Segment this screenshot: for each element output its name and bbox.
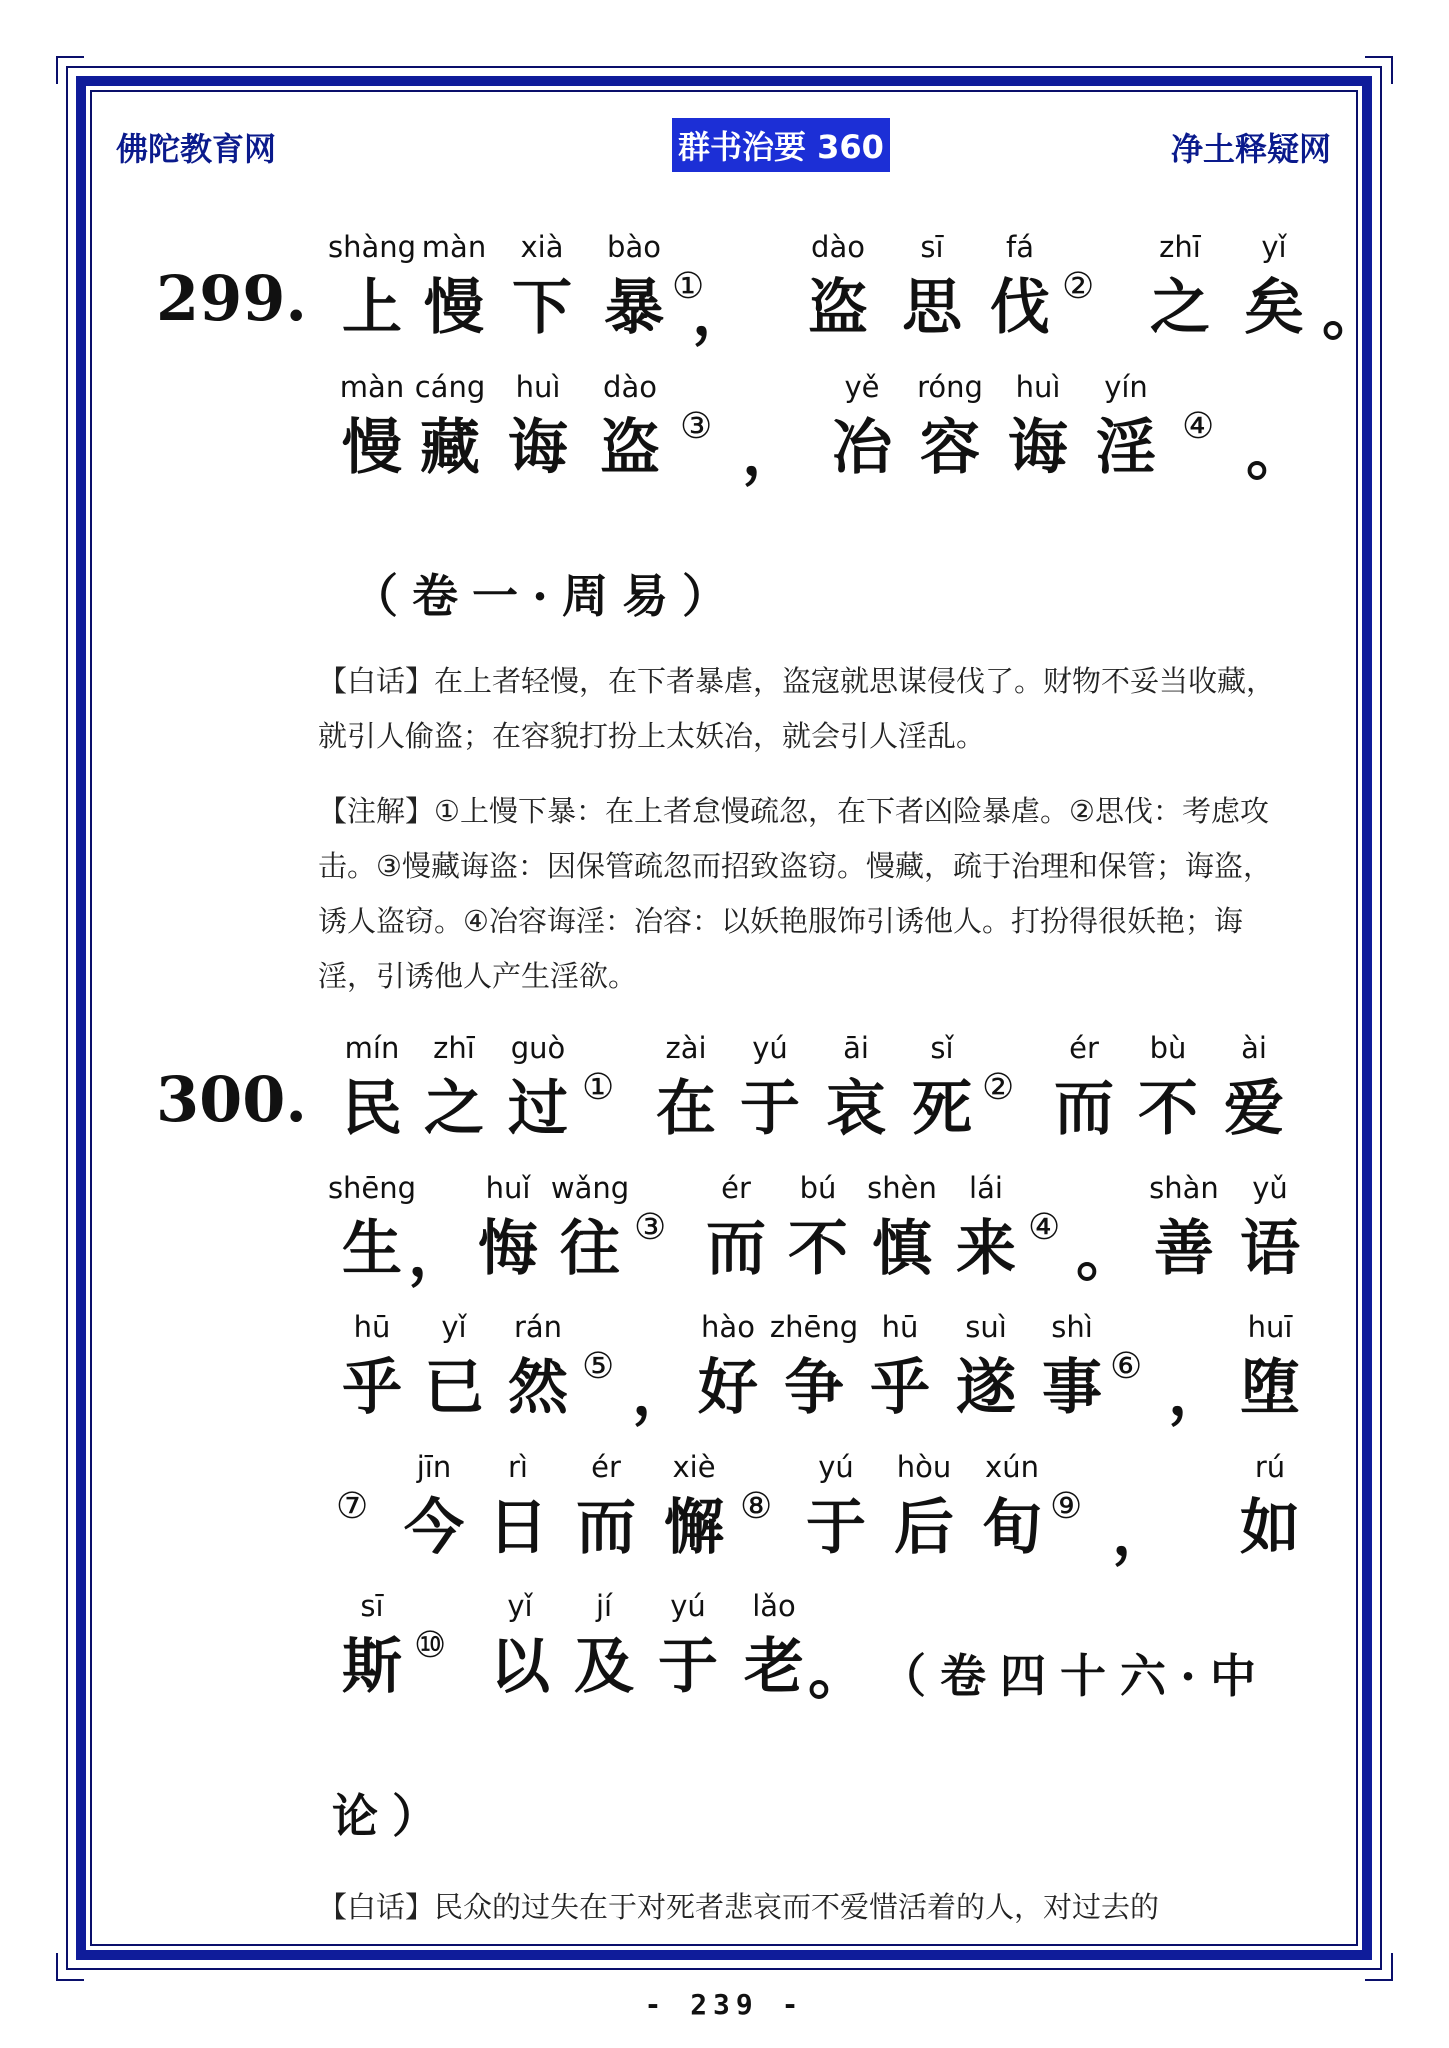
- pinyin: āi: [843, 1031, 869, 1065]
- hanzi: 悔: [478, 1214, 538, 1284]
- hanzi: 而: [1054, 1074, 1114, 1144]
- pinyin: ài: [1241, 1031, 1267, 1065]
- pinyin: fá: [1006, 230, 1034, 264]
- footnote-marker: ⑧: [740, 1486, 773, 1527]
- hanzi: 慢: [424, 273, 484, 343]
- hanzi: 然: [508, 1353, 568, 1423]
- pinyin: huǐ: [485, 1171, 531, 1205]
- pinyin: yǐ: [441, 1310, 467, 1344]
- pinyin: bú: [799, 1171, 837, 1205]
- header-site-left: 佛陀教育网: [116, 130, 277, 168]
- frame-corner-top-right: [1365, 56, 1393, 84]
- hanzi: 而: [706, 1214, 766, 1284]
- hanzi: 在: [656, 1074, 716, 1144]
- pinyin: màn: [339, 370, 405, 404]
- hanzi: 冶: [832, 413, 892, 483]
- footnote-marker: ②: [982, 1067, 1015, 1108]
- hanzi: 而: [576, 1493, 636, 1563]
- pinyin: huī: [1247, 1310, 1293, 1344]
- pinyin: suì: [965, 1310, 1007, 1344]
- hanzi: 思: [902, 273, 962, 343]
- pinyin: bào: [607, 230, 661, 264]
- hanzi: 今: [404, 1493, 464, 1563]
- hanzi: 旬: [982, 1493, 1042, 1563]
- hanzi: 藏: [420, 413, 480, 483]
- entry-300-number: 300.: [156, 1063, 308, 1136]
- pinyin: lái: [969, 1171, 1003, 1205]
- hanzi: 懈: [664, 1493, 724, 1563]
- pinyin: hào: [701, 1310, 755, 1344]
- hanzi: 事: [1042, 1353, 1102, 1423]
- entry-300-source-part-1: （卷四十六·中: [880, 1649, 1271, 1703]
- pinyin: shì: [1051, 1310, 1093, 1344]
- pinyin: zhēng: [769, 1310, 859, 1344]
- hanzi: 之: [1150, 273, 1210, 343]
- hanzi: 来: [956, 1214, 1016, 1284]
- pinyin: sī: [920, 230, 944, 264]
- hanzi: 好: [698, 1353, 758, 1423]
- hanzi: 善: [1154, 1214, 1214, 1284]
- hanzi: 爱: [1224, 1074, 1284, 1144]
- entry-299-vernacular: 【白话】在上者轻慢，在下者暴虐，盗寇就思谋侵伐了。财物不妥当收藏，就引人偷盗；在容貌打扮上太妖冶，就会引人淫乱。: [318, 664, 1276, 753]
- pinyin: xià: [520, 230, 564, 264]
- pinyin: huì: [515, 370, 561, 404]
- hanzi: 之: [424, 1074, 484, 1144]
- footnote-marker: ⑤: [582, 1346, 615, 1387]
- pinyin: róng: [917, 370, 983, 404]
- punctuation: 。: [1246, 419, 1306, 489]
- pinyin: shèn: [867, 1171, 937, 1205]
- hanzi: 乎: [342, 1353, 402, 1423]
- hanzi: 乎: [870, 1353, 930, 1423]
- hanzi: 老: [744, 1632, 804, 1702]
- hanzi: 日: [488, 1493, 548, 1563]
- hanzi: 后: [894, 1493, 954, 1563]
- page-number: - 239 -: [644, 1988, 805, 2021]
- footnote-marker: ⑩: [414, 1625, 447, 1666]
- pinyin: rán: [513, 1310, 563, 1344]
- hanzi: 已: [424, 1353, 484, 1423]
- frame-corner-bottom-right: [1365, 1953, 1393, 1981]
- hanzi: 于: [658, 1632, 718, 1702]
- entry-299-source: （卷一·周易）: [352, 569, 743, 623]
- footnote-marker: ⑥: [1110, 1346, 1143, 1387]
- frame-corner-top-left: [56, 56, 84, 84]
- pinyin: guò: [510, 1031, 566, 1065]
- footnote-marker: ③: [634, 1207, 667, 1248]
- pinyin: mín: [344, 1031, 400, 1065]
- pinyin: yǔ: [1252, 1171, 1288, 1205]
- frame-corner-bottom-left: [56, 1953, 84, 1981]
- pinyin: ér: [591, 1450, 621, 1484]
- hanzi: 慎: [872, 1214, 932, 1284]
- entry-300-vernacular: 【白话】民众的过失在于对死者悲哀而不爱惜活着的人，对过去的: [318, 1890, 1160, 1924]
- pinyin: yú: [818, 1450, 854, 1484]
- hanzi: 不: [1138, 1074, 1198, 1144]
- pinyin: hòu: [896, 1450, 952, 1484]
- entry-299-number: 299.: [156, 262, 308, 335]
- hanzi: 过: [508, 1074, 568, 1144]
- hanzi: 堕: [1240, 1353, 1300, 1423]
- pinyin: dào: [811, 230, 865, 264]
- punctuation: 。: [1322, 279, 1382, 349]
- pinyin: yú: [752, 1031, 788, 1065]
- hanzi: 诲: [1008, 413, 1068, 483]
- entry-299-annotation: 【注解】①上慢下暴：在上者怠慢疏忽，在下者凶险暴虐。②思伐：考虑攻击。③慢藏诲盗：因保管疏忽而招致盗窃。慢藏，疏于治理和保管；诲盗，诱人盗窃。④冶容诲淫：冶容：以妖艳服饰引诱他人。打扮得很妖艳；诲淫，引诱他人产生淫欲。: [318, 794, 1272, 993]
- pinyin: sǐ: [930, 1031, 954, 1065]
- pinyin: bù: [1149, 1031, 1187, 1065]
- footnote-marker: ①: [582, 1067, 615, 1108]
- punctuation: ，: [632, 1359, 692, 1429]
- hanzi: 以: [490, 1632, 550, 1702]
- pinyin: yě: [844, 370, 880, 404]
- pinyin: yín: [1104, 370, 1148, 404]
- pinyin: xiè: [672, 1450, 716, 1484]
- hanzi: 矣: [1244, 273, 1304, 343]
- entry-300-source-part-2: 论）: [332, 1789, 452, 1843]
- footnote-marker: ④: [1028, 1207, 1061, 1248]
- footnote-marker: ⑦: [336, 1486, 369, 1527]
- hanzi: 斯: [342, 1632, 402, 1702]
- punctuation: ，: [742, 419, 802, 489]
- pinyin: wǎng: [550, 1171, 630, 1205]
- hanzi: 淫: [1096, 413, 1156, 483]
- pinyin: huì: [1015, 370, 1061, 404]
- pinyin: lǎo: [752, 1589, 796, 1623]
- pinyin: ér: [1069, 1031, 1099, 1065]
- punctuation: ，: [692, 279, 752, 349]
- hanzi: 语: [1240, 1214, 1300, 1284]
- header-book-title: 群书治要 360: [672, 118, 890, 172]
- pinyin: rú: [1254, 1450, 1286, 1484]
- pinyin: rì: [508, 1450, 528, 1484]
- header-site-right: 净土释疑网: [1170, 130, 1331, 168]
- pinyin: jí: [595, 1589, 613, 1623]
- hanzi: 盗: [808, 273, 868, 343]
- hanzi: 不: [788, 1214, 848, 1284]
- pinyin: yú: [670, 1589, 706, 1623]
- hanzi: 遂: [956, 1353, 1016, 1423]
- pinyin: jīn: [416, 1450, 452, 1484]
- pinyin: yǐ: [507, 1589, 533, 1623]
- pinyin: yǐ: [1261, 230, 1287, 264]
- footnote-marker: ⑨: [1050, 1486, 1083, 1527]
- pinyin: màn: [421, 230, 487, 264]
- hanzi: 上: [342, 273, 402, 343]
- hanzi: 慢: [342, 413, 402, 483]
- pinyin: zhī: [1159, 230, 1201, 264]
- pinyin: zài: [665, 1031, 707, 1065]
- punctuation: 。: [1076, 1220, 1136, 1290]
- pinyin: sī: [360, 1589, 384, 1623]
- punctuation: ，: [408, 1220, 468, 1290]
- pinyin: shēng: [327, 1171, 417, 1205]
- hanzi: 暴: [604, 273, 664, 343]
- footnote-marker: ③: [680, 406, 713, 447]
- pinyin: cáng: [414, 370, 486, 404]
- hanzi: 争: [784, 1353, 844, 1423]
- hanzi: 往: [560, 1214, 620, 1284]
- hanzi: 生: [342, 1214, 402, 1284]
- pinyin: shàng: [327, 230, 417, 264]
- hanzi: 及: [574, 1632, 634, 1702]
- pinyin: hū: [353, 1310, 391, 1344]
- punctuation: ，: [1112, 1499, 1172, 1569]
- hanzi: 哀: [826, 1074, 886, 1144]
- pinyin: xún: [985, 1450, 1039, 1484]
- footnote-marker: ①: [672, 266, 705, 307]
- pinyin: shàn: [1149, 1171, 1219, 1205]
- hanzi: 于: [740, 1074, 800, 1144]
- hanzi: 民: [342, 1074, 402, 1144]
- hanzi: 盗: [600, 413, 660, 483]
- hanzi: 死: [912, 1074, 972, 1144]
- hanzi: 容: [920, 413, 980, 483]
- footnote-marker: ②: [1062, 266, 1095, 307]
- hanzi: 如: [1240, 1493, 1300, 1563]
- hanzi: 下: [512, 273, 572, 343]
- punctuation: 。: [808, 1638, 868, 1708]
- hanzi: 伐: [990, 273, 1050, 343]
- pinyin: zhī: [433, 1031, 475, 1065]
- hanzi: 诲: [508, 413, 568, 483]
- pinyin: dào: [603, 370, 657, 404]
- footnote-marker: ④: [1182, 406, 1215, 447]
- pinyin: ér: [721, 1171, 751, 1205]
- punctuation: ，: [1168, 1359, 1228, 1429]
- hanzi: 于: [806, 1493, 866, 1563]
- pinyin: hū: [881, 1310, 919, 1344]
